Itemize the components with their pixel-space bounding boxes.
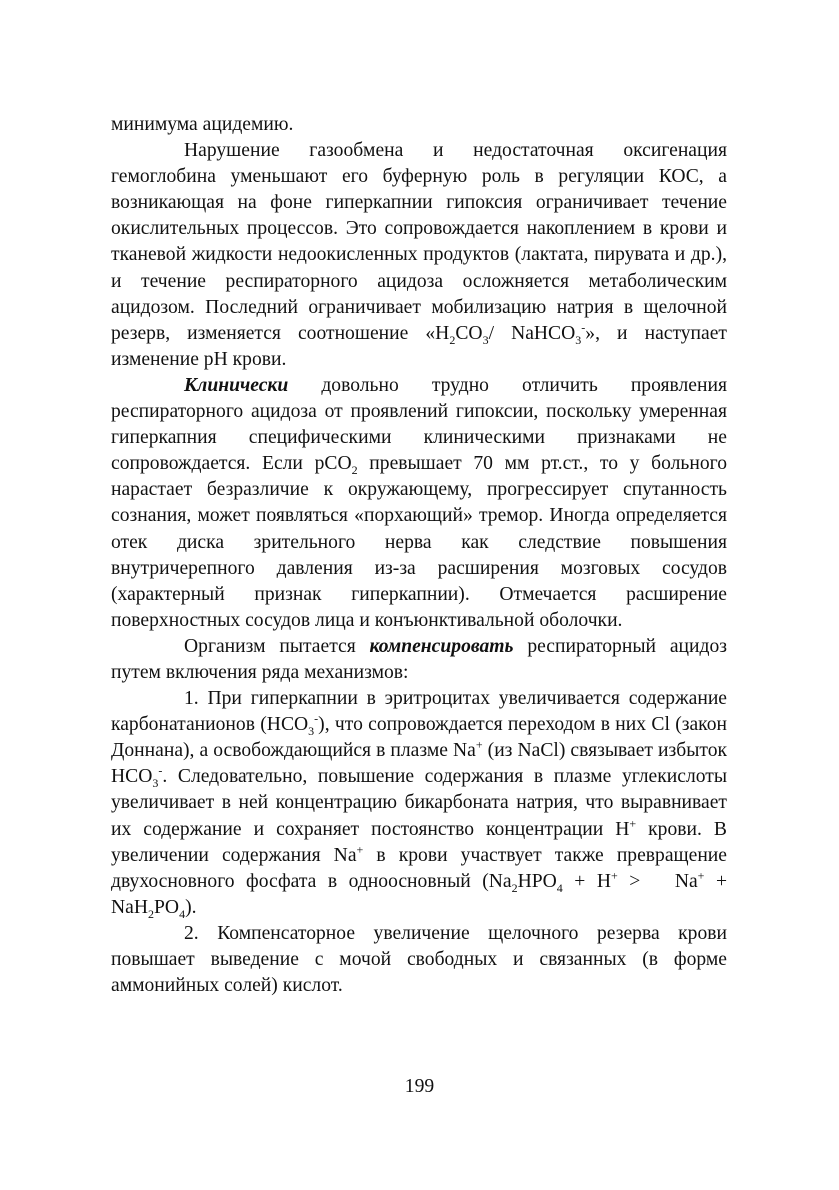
subscript: 2 <box>449 332 456 347</box>
paragraph-text: + NaH <box>111 870 727 918</box>
paragraph-clinical <box>111 373 727 634</box>
subscript: 4 <box>556 880 563 895</box>
paragraph-text: в крови участвует также превращение двухосновного фосфата в одноосновный (Na <box>111 844 727 892</box>
superscript: - <box>581 320 586 335</box>
list-item-2 <box>111 921 727 999</box>
superscript: + <box>475 737 483 752</box>
paragraph-continuation <box>111 112 727 138</box>
paragraph-text: Организм пытается <box>184 635 370 657</box>
paragraph-gas-exchange <box>111 138 727 373</box>
paragraph-text: минимума ацидемию. <box>111 114 294 135</box>
paragraph-text: 1. При гиперкапнии в эритроцитах увеличивается содержание карбонатанионов (HCO <box>111 688 727 736</box>
paragraph-text: крови. В увеличении содержания Na <box>111 818 727 866</box>
paragraph-text: > Na <box>617 870 698 892</box>
subscript: 2 <box>511 880 518 895</box>
list-item-1 <box>111 686 727 921</box>
subscript: 4 <box>179 906 186 921</box>
paragraph-text: респираторный ацидоз путем включения ряда механизмов: <box>111 635 727 683</box>
superscript: + <box>356 842 364 857</box>
subscript: 3 <box>308 724 315 739</box>
paragraph-text: ). <box>185 896 197 918</box>
superscript: - <box>158 763 163 778</box>
paragraph-text: ), что сопровождается переходом в них Cl (закон Доннана), а освобождающийся в плазме Na <box>111 714 727 762</box>
subscript: 2 <box>351 463 358 478</box>
paragraph-text: . Следовательно, повышение содержания в плазме углекислоты увеличивает в ней концентрацию бикарбоната натрия, что выравнивает их содержание и сохраняет постоянство концентрации H <box>111 766 727 840</box>
superscript: - <box>314 711 319 726</box>
superscript: + <box>629 816 637 830</box>
paragraph-text: довольно трудно отличить проявления респираторного ацидоза от проявлений гипоксии, поскольку умеренная гиперкапния специфическими клиническими признаками не сопровождается. Если pCO <box>111 374 727 475</box>
emphasis-compensate: компенсировать <box>369 635 514 657</box>
page-number: 199 <box>404 1076 435 1097</box>
superscript: + <box>611 868 618 883</box>
paragraph-text: PO <box>154 896 180 918</box>
paragraph-compensation <box>111 634 727 686</box>
paragraph-text: HPO <box>517 870 557 892</box>
paragraph-text: превышает 70 мм рт.ст., то у больного нарастает безразличие к окружающему, прогрессирует спутанность сознания, может появляться «порхающий» тремор. Иногда определяется отек диска зрительного нерва как следствие повышения внутричерепного давления из-за расширения мозговых сосудов (характерный признак гиперкапнии). Отмечается расширение поверхностных сосудов лица и конъюнктивальной оболочки. <box>111 453 727 631</box>
paragraph-text: / NaHCO <box>488 322 576 344</box>
paragraph-text: (из NaCl) связывает избыток HCO <box>111 740 728 788</box>
paragraph-text: 2. Компенсаторное увеличение щелочного резерва крови повышает выведение с мочой свободных и связанных (в форме аммонийных солей) кислот. <box>111 922 727 997</box>
subscript: 2 <box>148 906 154 921</box>
paragraph-text: », и наступает изменение рН крови. <box>111 322 727 370</box>
subscript: 3 <box>575 332 582 347</box>
superscript: + <box>697 868 705 883</box>
subscript: 3 <box>152 776 159 791</box>
emphasis-clinically: Клинически <box>184 374 289 396</box>
paragraph-text: Нарушение газообмена и недостаточная оксигенация гемоглобина уменьшают его буферную роль в регуляции КОС, а возникающая на фоне гиперкапнии гипоксия ограничивает течение окислительных процессов. Это сопровождается накоплением в крови и тканевой жидкости недоокисленных продуктов (лактата, пирувата и др.), и течение респираторного ацидоза осложняется метаболическим ацидозом. Последний ограничивает мобилизацию натрия в щелочной резерв, изменяется соотношение «H <box>111 140 727 344</box>
page-body <box>111 112 727 999</box>
subscript: 3 <box>482 332 489 347</box>
paragraph-text: + H <box>562 870 611 892</box>
paragraph-text: CO <box>455 322 483 344</box>
